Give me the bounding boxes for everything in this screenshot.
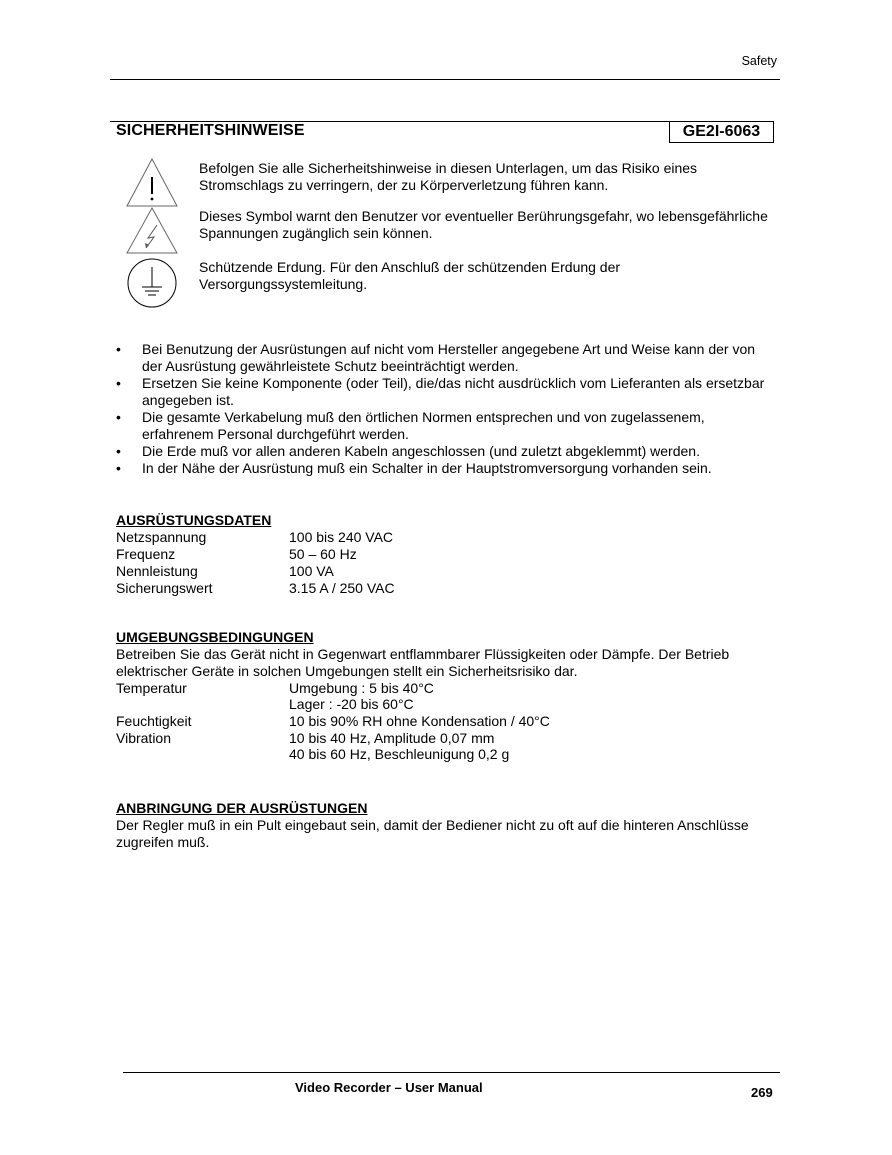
env-value: Lager : -20 bis 60°C	[289, 696, 414, 712]
spec-label: Netzspannung	[116, 529, 207, 545]
equipment-heading: AUSRÜSTUNGSDATEN	[116, 512, 272, 528]
env-value: 40 bis 60 Hz, Beschleunigung 0,2 g	[289, 746, 510, 762]
env-label: Vibration	[116, 730, 172, 746]
spec-label: Frequenz	[116, 546, 176, 562]
bullet-icon: •	[116, 375, 121, 391]
symbol-warning-text: Befolgen Sie alle Sicherheitshinweise in diesen Unterlagen, um das Risiko eines Stromschlags zu verringern, der zu Körperverletzung führen kann.	[199, 160, 698, 193]
env-value: Umgebung : 5 bis 40°C	[289, 680, 434, 696]
environment-heading: UMGEBUNGSBEDINGUNGEN	[116, 629, 314, 645]
list-item: • Bei Benutzung der Ausrüstungen auf nicht vom Hersteller angegebene Art und Weise kann der von der Ausrüstung gewährleistete Schutz beeinträchtigt werden.	[116, 341, 756, 374]
document-code: GE2I-6063	[669, 121, 774, 143]
symbol-earth-text: Schützende Erdung. Für den Anschluß der schützenden Erdung der Versorgungssystemleitung.	[199, 259, 621, 292]
page-title: SICHERHEITSHINWEISE	[116, 122, 305, 139]
list-item: • Die gesamte Verkabelung muß den örtlichen Normen entsprechen und von zugelassenem, erfahrenem Personal durchgeführt werden.	[116, 409, 705, 442]
bullet-icon: •	[116, 460, 121, 476]
bullet-icon: •	[116, 409, 121, 425]
env-value: 10 bis 90% RH ohne Kondensation / 40°C	[289, 713, 550, 729]
mounting-text: Der Regler muß in ein Pult eingebaut sein, damit der Bediener nicht zu oft auf die hinteren Anschlüsse zugreifen muß.	[116, 817, 749, 850]
header-section-label: Safety	[741, 54, 777, 68]
list-item: • Ersetzen Sie keine Komponente (oder Teil), die/das nicht ausdrücklich vom Lieferanten als ersetzbar angegeben ist.	[116, 375, 765, 408]
safety-bullet-list	[116, 341, 776, 477]
bullet-icon: •	[116, 341, 121, 357]
page-number: 269	[751, 1085, 773, 1100]
spec-value: 100 bis 240 VAC	[289, 529, 394, 545]
spec-value: 50 – 60 Hz	[289, 546, 357, 562]
spec-label: Nennleistung	[116, 563, 198, 579]
spec-label: Sicherungswert	[116, 580, 213, 596]
electric-shock-warning-icon	[124, 206, 180, 261]
footer-title: Video Recorder – User Manual	[295, 1080, 483, 1095]
env-value: 10 bis 40 Hz, Amplitude 0,07 mm	[289, 730, 495, 746]
env-label: Feuchtigkeit	[116, 713, 192, 729]
spec-value: 3.15 A / 250 VAC	[289, 580, 395, 596]
spec-value: 100 VA	[289, 563, 334, 579]
footer-divider	[123, 1072, 780, 1073]
list-item: • Die Erde muß vor allen anderen Kabeln angeschlossen (und zuletzt abgeklemmt) werden.	[116, 443, 700, 459]
env-label: Temperatur	[116, 680, 187, 696]
mounting-heading: ANBRINGUNG DER AUSRÜSTUNGEN	[116, 800, 368, 816]
header-divider	[110, 79, 780, 80]
environment-intro: Betreiben Sie das Gerät nicht in Gegenwart entflammbarer Flüssigkeiten oder Dämpfe. Der Betrieb elektrischer Geräte in solchen Umgebungen stellt ein Sicherheitsrisiko dar.	[116, 646, 730, 679]
bullet-icon: •	[116, 443, 121, 459]
symbol-shock-text: Dieses Symbol warnt den Benutzer vor eventueller Berührungsgefahr, wo lebensgefährliche Spannungen zugänglich sein können.	[199, 208, 768, 241]
protective-earth-icon	[124, 256, 180, 315]
list-item: • In der Nähe der Ausrüstung muß ein Schalter in der Hauptstromversorgung vorhanden sein.	[116, 460, 712, 476]
